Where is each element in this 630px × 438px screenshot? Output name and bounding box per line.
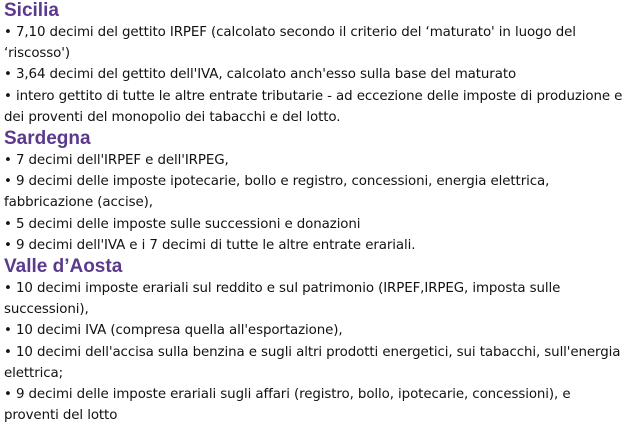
document-body	[4, 0, 628, 426]
list-item: • 7,10 decimi del gettito IRPEF (calcolato secondo il criterio del ‘maturato' in luogo del ‘riscosso')	[4, 25, 576, 62]
list-item: • 7 decimi dell'IRPEF e dell'IRPEG,	[4, 153, 229, 169]
list-item: • 10 decimi IVA (compresa quella all'esportazione),	[4, 323, 343, 339]
list-item: • 9 decimi delle imposte erariali sugli affari (registro, bollo, ipotecarie, concessioni), e proventi del lotto	[4, 387, 571, 424]
section-title-sardegna: Sardegna	[4, 128, 91, 150]
list-item: • 9 decimi dell'IVA e i 7 decimi di tutte le altre entrate erariali.	[4, 237, 416, 253]
section-valle-daosta	[4, 256, 628, 426]
section-sicilia	[4, 0, 628, 128]
list-item: • intero gettito di tutte le altre entrate tributarie - ad eccezione delle imposte di produzione e dei proventi del monopolio dei tabacchi e del lotto.	[4, 88, 623, 125]
list-item: • 9 decimi delle imposte ipotecarie, bollo e registro, concessioni, energia elettrica, fabbricazione (accise),	[4, 174, 550, 211]
section-title-sicilia: Sicilia	[4, 0, 59, 21]
item-list-valle-daosta	[4, 278, 628, 426]
list-item: • 5 decimi delle imposte sulle successioni e donazioni	[4, 216, 361, 232]
list-item: • 3,64 decimi del gettito dell'IVA, calcolato anch'esso sulla base del maturato	[4, 67, 517, 83]
list-item: • 10 decimi dell'accisa sulla benzina e sugli altri prodotti energetici, sui tabacchi, sull'energia elettrica;	[4, 344, 621, 381]
section-title-valle-daosta: Valle d’Aosta	[4, 256, 123, 278]
section-sardegna	[4, 128, 628, 256]
list-item: • 10 decimi imposte erariali sul reddito e sul patrimonio (IRPEF,IRPEG, imposta sulle successioni),	[4, 281, 561, 318]
item-list-sardegna	[4, 150, 628, 256]
item-list-sicilia	[4, 22, 628, 128]
